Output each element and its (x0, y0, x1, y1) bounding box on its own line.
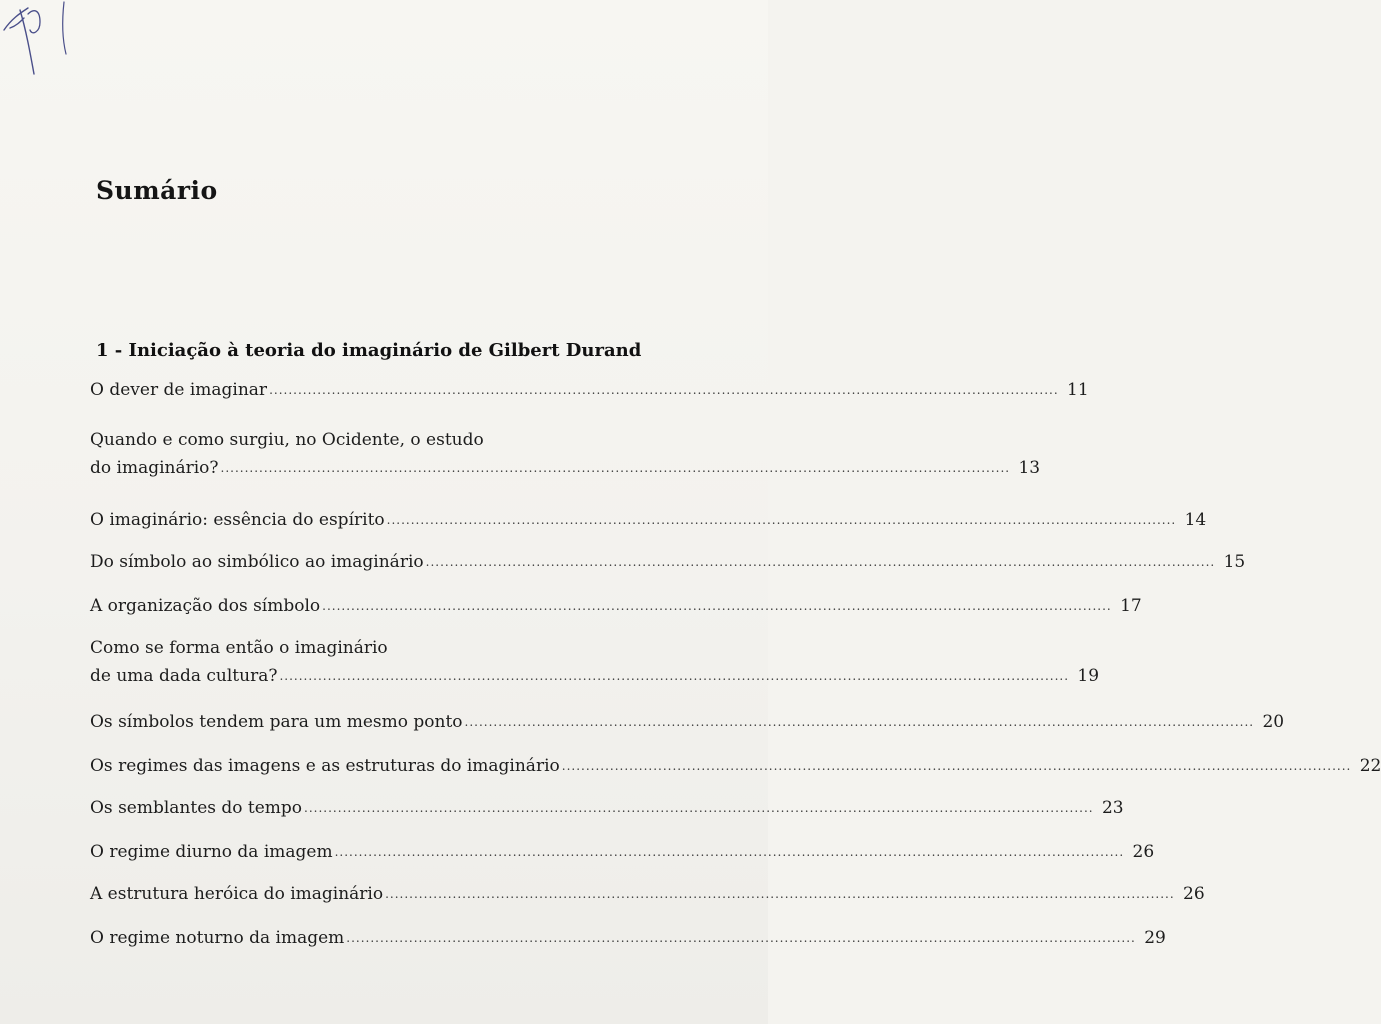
toc-entry-title-line1: Como se forma então o imaginário (90, 638, 388, 658)
toc-entry-title: A estrutura heróica do imaginário (90, 884, 384, 904)
toc-line (90, 842, 1155, 866)
toc-page-number: 14 (1184, 510, 1207, 530)
toc-page-number: 17 (1120, 596, 1142, 616)
toc-line (90, 510, 1207, 534)
toc-line (90, 380, 1089, 404)
toc-entry (90, 928, 1166, 952)
toc-entry (90, 756, 1381, 780)
toc-entry (90, 638, 1100, 690)
toc-line (90, 666, 1100, 690)
toc-page-number: 23 (1101, 798, 1124, 818)
leader-dots: .................................................................................................................................................................... (425, 555, 1216, 569)
toc-page-number: 26 (1132, 842, 1155, 862)
leader-dots: .................................................................................................................................................................... (385, 887, 1175, 901)
toc-line (90, 458, 1041, 482)
toc-entry-title: Os semblantes do tempo (90, 798, 303, 818)
toc-entry (90, 884, 1205, 908)
toc-entry (90, 552, 1246, 576)
toc-line (90, 552, 1246, 576)
toc-entry-title: A organização dos símbolo (90, 596, 321, 616)
toc-line (90, 798, 1124, 822)
toc-line (90, 712, 1285, 736)
section-heading: 1 - Iniciação à teoria do imaginário de Gilbert Durand (96, 340, 642, 361)
toc-line (90, 756, 1381, 780)
toc-entry-title: O imaginário: essência do espírito (90, 510, 385, 530)
toc-page-number: 26 (1183, 884, 1205, 904)
leader-dots: .................................................................................................................................................................... (346, 931, 1136, 945)
leader-dots: .................................................................................................................................................................... (269, 383, 1059, 397)
toc-entry-title-line1: Quando e como surgiu, no Ocidente, o estudo (90, 430, 484, 450)
leader-dots: .................................................................................................................................................................... (334, 845, 1125, 859)
handwritten-signature-icon (0, 0, 90, 90)
leader-dots: .................................................................................................................................................................... (322, 599, 1112, 613)
toc-entry-title: O dever de imaginar (90, 380, 268, 400)
toc-entry (90, 510, 1207, 534)
toc-entry (90, 430, 1041, 482)
leader-dots: .................................................................................................................................................................... (386, 513, 1177, 527)
toc-line (90, 884, 1205, 908)
toc-line (90, 928, 1166, 952)
toc-entry (90, 712, 1285, 736)
leader-dots: .................................................................................................................................................................... (464, 715, 1255, 729)
toc-entry (90, 842, 1155, 866)
toc-entry-title: O regime noturno da imagem (90, 928, 345, 948)
toc-page-number: 22 (1359, 756, 1381, 776)
toc-entry-title: Do símbolo ao simbólico ao imaginário (90, 552, 424, 572)
toc-entry-title: O regime diurno da imagem (90, 842, 333, 862)
toc-page-number: 19 (1077, 666, 1100, 686)
leader-dots: .................................................................................................................................................................... (279, 669, 1070, 683)
leader-dots: .................................................................................................................................................................... (561, 759, 1352, 773)
toc-entry-title: Os símbolos tendem para um mesmo ponto (90, 712, 463, 732)
toc-entry-title: Os regimes das imagens e as estruturas do imaginário (90, 756, 560, 776)
toc-entry-title-line2: de uma dada cultura? (90, 666, 278, 686)
leader-dots: .................................................................................................................................................................... (220, 461, 1011, 475)
toc-page-number: 11 (1067, 380, 1089, 400)
toc-entry (90, 798, 1124, 822)
toc-page-number: 29 (1144, 928, 1166, 948)
toc-page-number: 15 (1223, 552, 1246, 572)
toc-entry-title-line2: do imaginário? (90, 458, 219, 478)
toc-line (90, 596, 1142, 620)
toc-entry (90, 596, 1142, 620)
toc-entry (90, 380, 1089, 404)
toc-page-number: 13 (1018, 458, 1041, 478)
leader-dots: .................................................................................................................................................................... (304, 801, 1094, 815)
toc-page-number: 20 (1262, 712, 1285, 732)
page-title: Sumário (96, 176, 218, 205)
